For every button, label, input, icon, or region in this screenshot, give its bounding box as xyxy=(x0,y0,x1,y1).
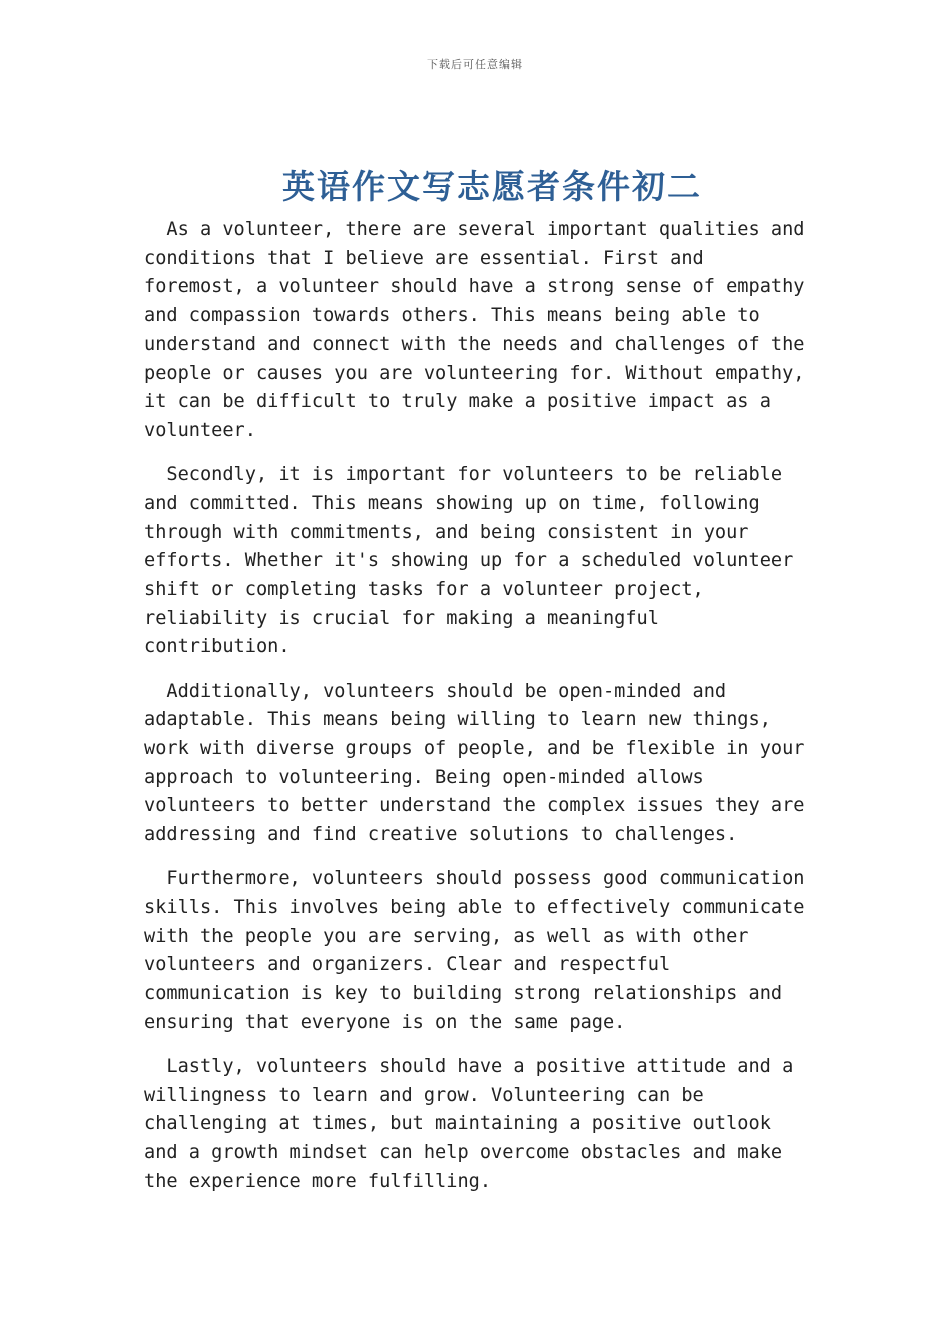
paragraph-1: As a volunteer, there are several important qualities and conditions that I believe are essential. First and foremost, a volunteer should have a strong sense of empathy and compassion towards others. This means being able to understand and connect with the needs and challenges of the people or causes you are volunteering for. Without empathy, it can be difficult to truly make a positive impact as a volunteer. xyxy=(144,219,805,441)
paragraph-2: Secondly, it is important for volunteers to be reliable and committed. This means showing up on time, following through with commitments, and being consistent in your efforts. Whether it's showing up for a scheduled volunteer shift or completing tasks for a volunteer project, reliability is crucial for making a meaningful contribution. xyxy=(144,464,794,658)
paragraph-4: Furthermore, volunteers should possess good communication skills. This involves being able to effectively communicate with the people you are serving, as well as with other volunteers and organizers. Clear and respectful communication is key to building strong relationships and ensuring that everyone is on the same page. xyxy=(144,868,805,1033)
document-body xyxy=(144,216,814,1212)
paragraph-3: Additionally, volunteers should be open-minded and adaptable. This means being willing to learn new things, work with diverse groups of people, and be flexible in your approach to volunteering. Being open-minded allows volunteers to better understand the complex issues they are addressing and find creative solutions to challenges. xyxy=(144,680,805,846)
paragraph-5: Lastly, volunteers should have a positive attitude and a willingness to learn and grow. Volunteering can be challenging at times, but maintaining a positive outlook and a growth mindset can help overcome obstacles and make the experience more fulfilling. xyxy=(144,1055,794,1192)
header-note: 下载后可任意编辑 xyxy=(427,58,523,71)
document-title: 英语作文写志愿者条件初二 xyxy=(282,167,702,206)
